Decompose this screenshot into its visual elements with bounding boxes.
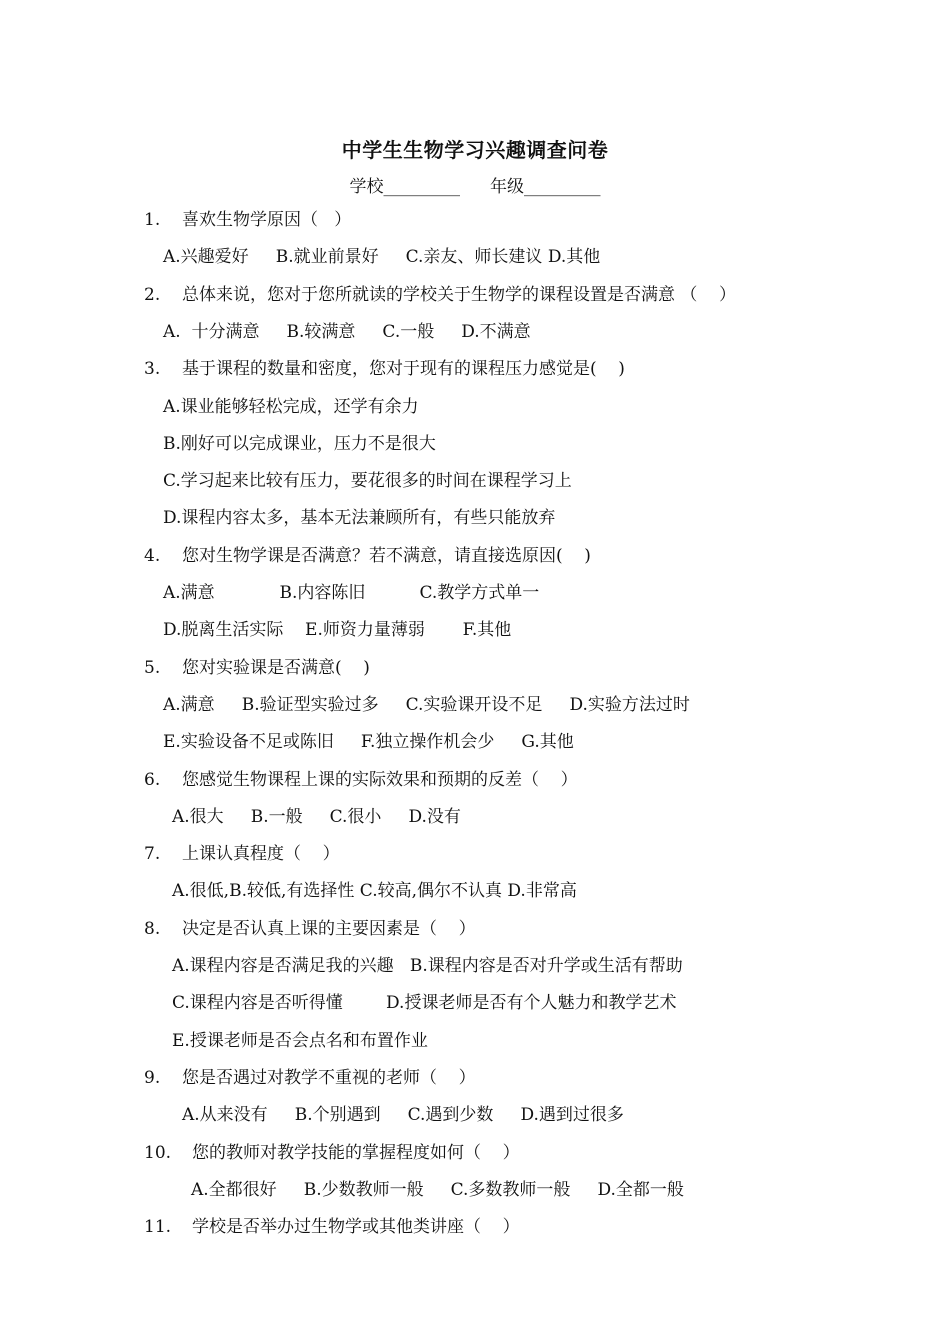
option-line: C.学习起来比较有压力，要花很多的时间在课程学习上: [163, 471, 572, 492]
option-line: A.课业能够轻松完成，还学有余力: [163, 396, 419, 417]
question-line: [144, 284, 736, 306]
question-number: 10.: [144, 1142, 172, 1163]
question-number: 7.: [144, 844, 161, 865]
question-text: 总体来说，您对于您所就读的学校关于生物学的课程设置是否满意 （ ）: [182, 284, 737, 305]
question-number: 2.: [144, 284, 161, 305]
option-line: A.兴趣爱好 B.就业前景好 C.亲友、师长建议 D.其他: [163, 247, 601, 268]
option-line: E.实验设备不足或陈旧 F.独立操作机会少 G.其他: [163, 732, 574, 753]
question-number: 3.: [144, 359, 161, 380]
question-number: 5.: [144, 657, 161, 678]
question-line: [144, 918, 476, 940]
question-text: 您对生物学课是否满意？若不满意，请直接选原因( ): [182, 545, 591, 566]
question-text: 上课认真程度（ ）: [182, 844, 340, 865]
question-line: [144, 545, 591, 567]
question-line: [144, 1067, 476, 1089]
question-number: 9.: [144, 1067, 161, 1088]
question-text: 基于课程的数量和密度，您对于现有的课程压力感觉是( ): [182, 359, 625, 380]
question-number: 4.: [144, 545, 161, 566]
option-line: D.课程内容太多，基本无法兼顾所有，有些只能放弃: [163, 508, 556, 529]
question-line: [144, 769, 578, 791]
option-line: B.刚好可以完成课业，压力不是很大: [163, 433, 436, 454]
question-number: 1.: [144, 210, 161, 230]
option-line: A.全都很好 B.少数教师一般 C.多数教师一般 D.全都一般: [191, 1179, 684, 1200]
option-line: A. 十分满意 B.较满意 C.一般 D.不满意: [163, 321, 531, 342]
question-text: 决定是否认真上课的主要因素是（ ）: [182, 918, 476, 939]
option-line: C.课程内容是否听得懂 D.授课老师是否有个人魅力和教学艺术: [172, 993, 677, 1014]
question-text: 喜欢生物学原因（ ）: [182, 210, 352, 230]
school-grade-line: [0, 172, 950, 197]
question-text: 您感觉生物课程上课的实际效果和预期的反差（ ）: [182, 769, 578, 790]
option-line: A.满意 B.验证型实验过多 C.实验课开设不足 D.实验方法过时: [163, 694, 690, 715]
page-title: 中学生生物学习兴趣调查问卷: [341, 138, 609, 162]
question-text: 您是否遇过对教学不重视的老师（ ）: [182, 1067, 476, 1088]
option-line: A.很低,B.较低,有选择性 C.较高,偶尔不认真 D.非常高: [172, 881, 577, 902]
question-line: [144, 843, 340, 865]
question-line: [144, 209, 351, 231]
option-line: A.很大 B.一般 C.很小 D.没有: [172, 806, 461, 827]
question-line: [144, 1216, 520, 1238]
question-text: 学校是否举办过生物学或其他类讲座（ ）: [192, 1217, 520, 1238]
question-line: [144, 358, 625, 380]
grade-field: 年级_________: [490, 177, 601, 197]
question-number: 8.: [144, 918, 161, 939]
question-text: 您对实验课是否满意( ): [182, 657, 370, 678]
question-line: [144, 657, 370, 679]
question-number: 6.: [144, 769, 161, 790]
option-line: A.满意 B.内容陈旧 C.教学方式单一: [163, 583, 540, 603]
option-line: D.脱离生活实际 E.师资力量薄弱 F.其他: [163, 620, 512, 641]
option-line: A.课程内容是否满足我的兴趣 B.课程内容是否对升学或生活有帮助: [172, 956, 683, 976]
option-line: E.授课老师是否会点名和布置作业: [172, 1030, 428, 1051]
question-text: 您的教师对教学技能的掌握程度如何（ ）: [192, 1142, 520, 1163]
question-line: [144, 1142, 520, 1164]
option-line: A.从来没有 B.个别遇到 C.遇到少数 D.遇到过很多: [182, 1105, 624, 1126]
school-field: 学校_________: [349, 177, 460, 197]
question-number: 11.: [144, 1217, 172, 1238]
